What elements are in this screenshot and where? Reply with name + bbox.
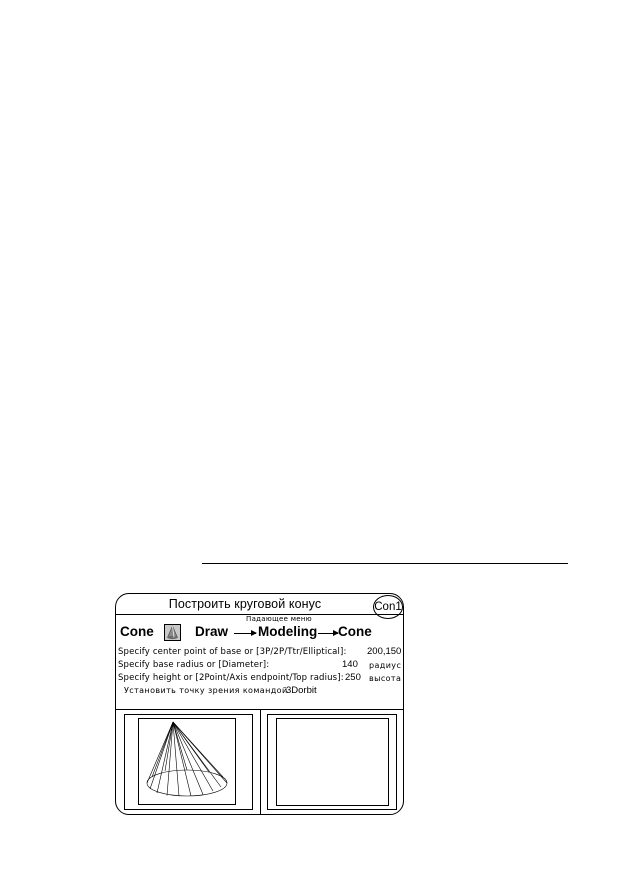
viewport-divider <box>260 709 261 814</box>
prompt-height-note: высота <box>369 674 402 683</box>
menu-arrow-icon <box>318 633 338 634</box>
prompt-radius-note: радиус <box>369 661 402 670</box>
command-card <box>115 593 404 815</box>
menu-cone[interactable]: Cone <box>338 624 372 639</box>
prompt-center-value: 200,150 <box>367 646 402 657</box>
viewport-left-frame <box>138 718 236 805</box>
card-badge: Con1 <box>373 595 403 619</box>
command-name: Cone <box>120 624 154 639</box>
card-title: Построить круговой конус <box>168 597 322 611</box>
viewport-right-frame <box>276 718 389 806</box>
viewpoint-command: 3Dorbit <box>286 685 317 696</box>
header-rule <box>202 563 568 564</box>
prompt-radius-value: 140 <box>342 659 358 670</box>
cone-wireframe-icon <box>139 719 235 804</box>
cone-icon[interactable] <box>164 624 181 641</box>
prompt-radius: Specify base radius or [Diameter]: <box>118 660 270 670</box>
submenu-label: Падающее меню <box>246 615 312 623</box>
viewpoint-text: Установить точку зрения командой <box>124 686 288 695</box>
prompt-center: Specify center point of base or [3P/2P/Ttr/Elliptical]: <box>118 647 347 657</box>
prompt-height-value: 250 <box>345 672 361 683</box>
viewport-left[interactable] <box>124 714 253 810</box>
menu-modeling[interactable]: Modeling <box>258 624 318 639</box>
menu-draw[interactable]: Draw <box>195 624 229 639</box>
prompt-height: Specify height or [2Point/Axis endpoint/Top radius]: <box>118 673 344 683</box>
menu-arrow-icon <box>234 633 256 634</box>
viewport-right[interactable] <box>267 714 397 810</box>
